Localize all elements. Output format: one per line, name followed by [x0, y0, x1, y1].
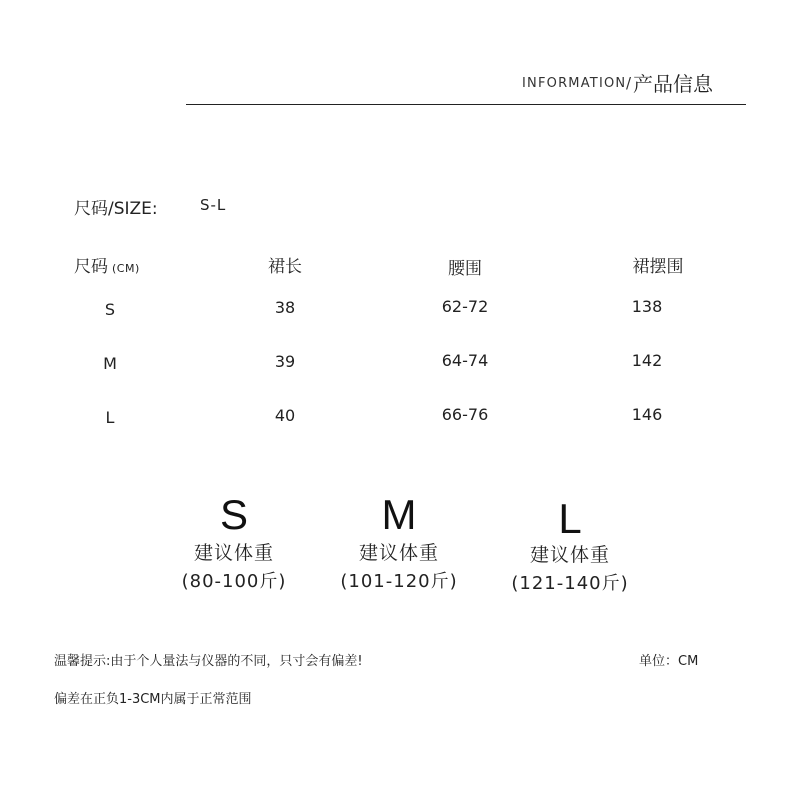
table-cell-length: 38 — [274, 298, 296, 317]
recommend-weight-label: 建议体重 — [193, 542, 275, 564]
header-cn-title: 产品信息 — [633, 72, 713, 96]
column-header-size — [74, 252, 140, 277]
table-cell-length: 39 — [274, 352, 296, 371]
column-header-waist: 腰围 — [448, 259, 482, 279]
recommend-weight-range: (80-100斤) — [181, 571, 287, 592]
column-header-unit: (CM) — [112, 262, 140, 275]
table-cell-size: M — [103, 354, 117, 373]
size-value: S-L — [200, 196, 227, 214]
column-header-size-label: 尺码 — [74, 257, 108, 277]
table-cell-size: S — [104, 300, 116, 319]
column-header-length: 裙长 — [268, 257, 302, 277]
recommend-weight-label: 建议体重 — [529, 544, 611, 566]
table-cell-length: 40 — [274, 406, 296, 425]
unit-note: 单位：CM — [639, 654, 699, 669]
table-cell-waist: 64-74 — [441, 351, 489, 370]
recommend-size-letter: S — [219, 491, 249, 538]
recommend-weight-range: (121-140斤) — [511, 573, 629, 594]
table-cell-hem: 138 — [631, 297, 663, 316]
measurement-tip: 温馨提示:由于个人量法与仪器的不同，只寸会有偏差! — [54, 654, 363, 669]
deviation-note: 偏差在正负1-3CM内属于正常范围 — [54, 692, 252, 707]
table-cell-waist: 66-76 — [441, 405, 489, 424]
header-en-title: INFORMATION — [522, 76, 627, 91]
table-cell-waist: 62-72 — [441, 297, 489, 316]
header-divider — [186, 104, 746, 105]
recommend-weight-range: (101-120斤) — [340, 571, 458, 592]
column-header-hem: 裙摆围 — [632, 257, 684, 277]
header-separator: / — [626, 74, 632, 92]
size-label: 尺码/SIZE: — [74, 199, 158, 219]
table-cell-hem: 146 — [631, 405, 663, 424]
recommend-size-letter: M — [381, 491, 417, 538]
table-cell-size: L — [105, 408, 115, 427]
recommend-weight-label: 建议体重 — [358, 542, 440, 564]
table-cell-hem: 142 — [631, 351, 663, 370]
recommend-size-letter: L — [558, 495, 582, 542]
